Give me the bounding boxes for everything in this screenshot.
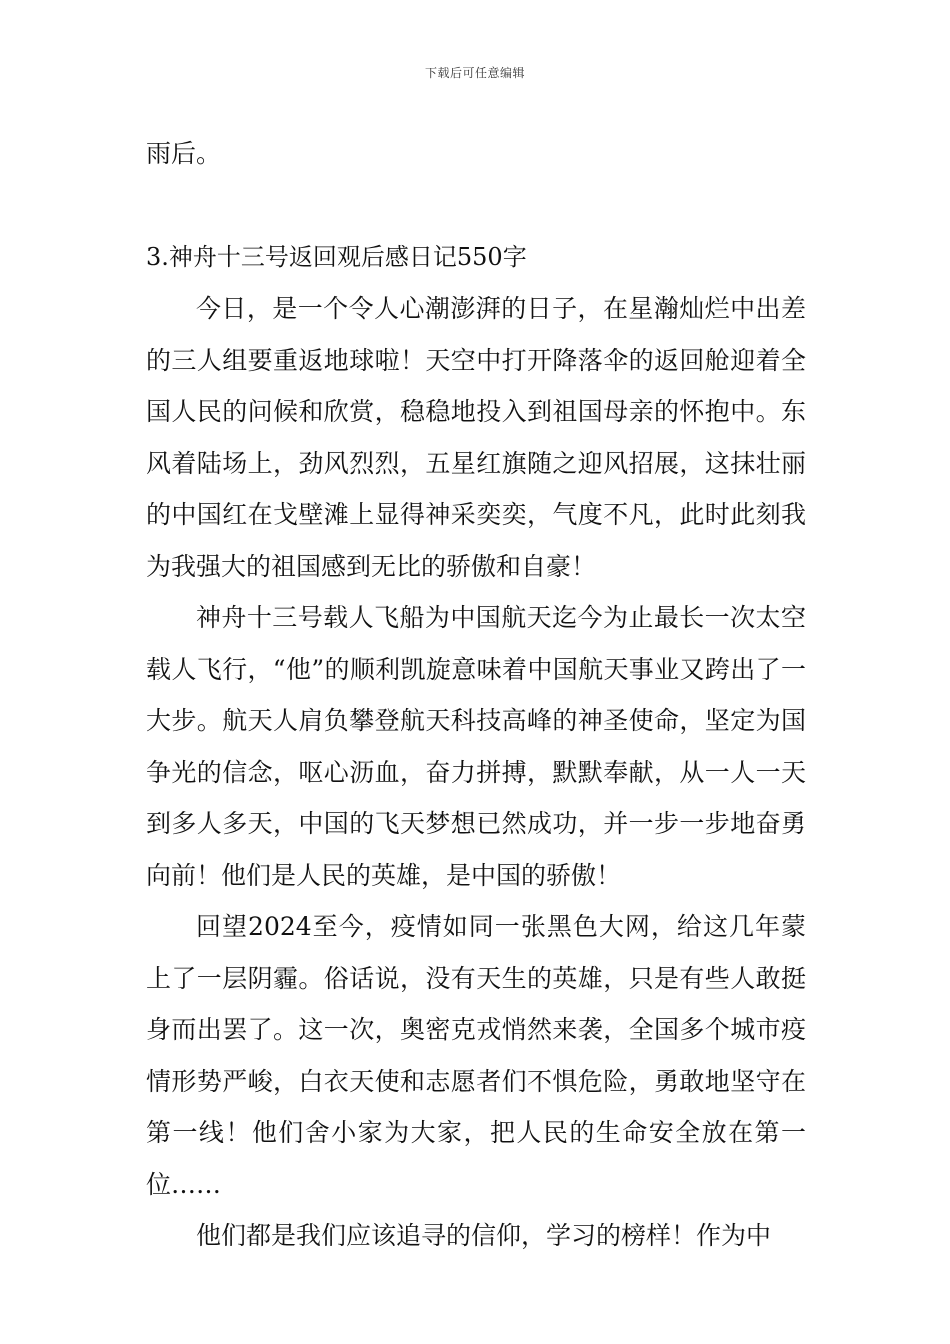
previous-text-fragment: 雨后。 xyxy=(146,139,222,168)
paragraph-4: 他们都是我们应该追寻的信仰，学习的榜样！作为中 xyxy=(196,1221,772,1250)
document-body xyxy=(146,128,806,1262)
paragraph-2: 神舟十三号载人飞船为中国航天迄今为止最长一次太空载人飞行，“他”的顺利凯旋意味着中国航天事业又跨出了一大步。航天人肩负攀登航天科技高峰的神圣使命，坚定为国争光的信念，呕心沥血，奋力拼搏，默默奉献，从一人一天到多人多天，中国的飞天梦想已然成功，并一步一步地奋勇向前！他们是人民的英雄，是中国的骄傲！ xyxy=(146,603,806,890)
paragraph-1: 今日，是一个令人心潮澎湃的日子，在星瀚灿烂中出差的三人组要重返地球啦！天空中打开降落伞的返回舱迎着全国人民的问候和欣赏，稳稳地投入到祖国母亲的怀抱中。东风着陆场上，劲风烈烈，五星红旗随之迎风招展，这抹壮丽的中国红在戈壁滩上显得神采奕奕，气度不凡，此时此刻我为我强大的祖国感到无比的骄傲和自豪！ xyxy=(146,294,806,581)
paragraph-3: 回望2024至今，疫情如同一张黑色大网，给这几年蒙上了一层阴霾。俗话说，没有天生的英雄，只是有些人敢挺身而出罢了。这一次，奥密克戎悄然来袭，全国多个城市疫情形势严峻，白衣天使和志愿者们不惧危险，勇敢地坚守在第一线！他们舍小家为大家，把人民的生命安全放在第一位…… xyxy=(146,912,806,1199)
page-header-watermark: 下载后可任意编辑 xyxy=(424,66,525,80)
section-heading: 3.神舟十三号返回观后感日记550字 xyxy=(146,242,527,271)
